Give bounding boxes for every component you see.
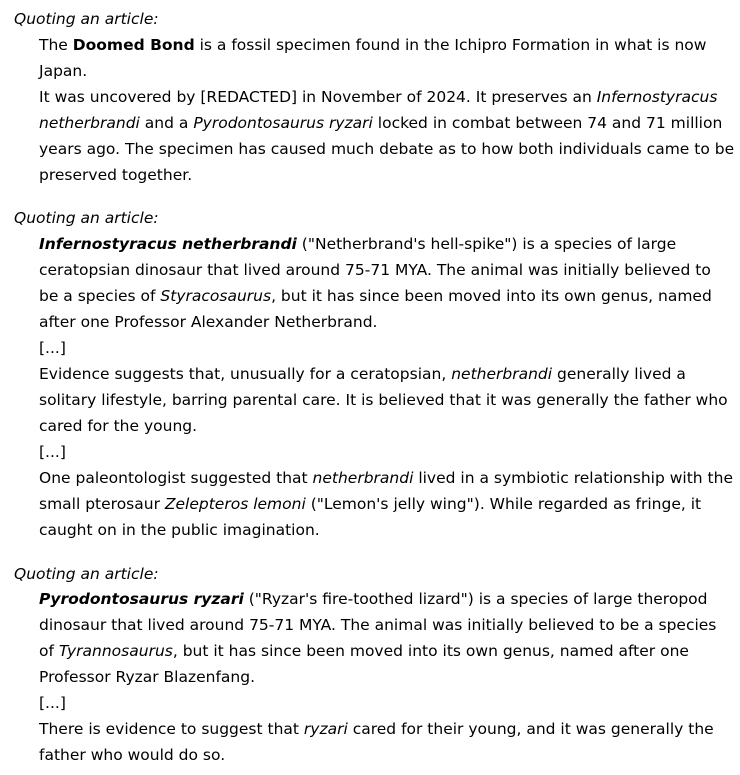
article-line	[39, 165, 192, 185]
italic-term: netherbrandi	[312, 469, 414, 487]
article-line	[39, 589, 707, 609]
text-run: cared for the young.	[39, 417, 198, 435]
text-run: ("Ryzar's fire-toothed lizard") is a species of large theropod	[243, 590, 708, 608]
article-line	[39, 494, 701, 514]
text-run: caught on in the public imagination.	[39, 521, 320, 539]
article-line	[39, 338, 66, 358]
article-line	[39, 641, 689, 661]
text-run: after one Professor Alexander Netherbrand.	[39, 313, 378, 331]
text-run: lived in a symbiotic relationship with the	[413, 469, 733, 487]
text-run: locked in combat between 74 and 71 million	[372, 114, 723, 132]
text-run: [...]	[39, 694, 66, 712]
article-line	[39, 442, 66, 462]
bold-term: Pyrodontosaurus ryzari	[39, 590, 244, 608]
italic-term: Infernostyracus	[596, 88, 718, 106]
text-run: small pterosaur	[39, 495, 165, 513]
text-run: generally lived a	[552, 365, 686, 383]
text-run: [...]	[39, 443, 66, 461]
text-run: is a fossil specimen found in the Ichipro Formation in what is now	[194, 36, 707, 54]
text-run: dinosaur that lived around 75-71 MYA. The animal was initially believed to be a species	[39, 616, 717, 634]
text-run: ("Lemon's jelly wing"). While regarded as fringe, it	[305, 495, 702, 513]
text-run: ceratopsian dinosaur that lived around 75-71 MYA. The animal was initially believed to	[39, 261, 711, 279]
article-line	[39, 87, 717, 107]
article-line	[39, 286, 712, 306]
text-run: , but it has since been moved into its own genus, named	[271, 287, 712, 305]
article-line	[39, 61, 87, 81]
italic-term: netherbrandi	[451, 365, 553, 383]
text-run: and a	[139, 114, 194, 132]
quote-header: Quoting an article:	[14, 10, 159, 28]
text-run: be a species of	[39, 287, 161, 305]
italic-term: ryzari	[303, 720, 348, 738]
text-run: It was uncovered by [REDACTED] in November of 2024. It preserves an	[39, 88, 597, 106]
italic-term: Zelepteros lemoni	[164, 495, 306, 513]
article-line	[39, 260, 711, 280]
article-line	[39, 745, 225, 765]
article-line	[39, 615, 716, 635]
article-line	[39, 693, 66, 713]
text-run: father who would do so.	[39, 746, 226, 764]
article-line	[39, 312, 377, 332]
text-run: of	[39, 642, 59, 660]
article-line	[39, 520, 320, 540]
article-line	[39, 139, 734, 159]
article-line	[39, 719, 714, 739]
article-line	[39, 35, 706, 55]
text-run: There is evidence to suggest that	[39, 720, 304, 738]
article-line	[39, 468, 733, 488]
article-line	[39, 234, 676, 254]
italic-term: netherbrandi	[39, 114, 140, 132]
text-run: cared for their young, and it was generally the	[347, 720, 714, 738]
text-run: preserved together.	[39, 166, 193, 184]
quote-header: Quoting an article:	[14, 209, 159, 227]
bold-term: Doomed Bond	[72, 36, 195, 54]
italic-term: Tyrannosaurus	[58, 642, 173, 660]
text-run: years ago. The specimen has caused much debate as to how both individuals came to be	[39, 140, 735, 158]
text-run: One paleontologist suggested that	[39, 469, 313, 487]
article-line	[39, 390, 728, 410]
quote-header: Quoting an article:	[14, 565, 159, 583]
text-run: Evidence suggests that, unusually for a ceratopsian,	[39, 365, 452, 383]
bold-term: Infernostyracus netherbrandi	[39, 235, 297, 253]
article-line	[39, 364, 686, 384]
text-run: Japan.	[39, 62, 88, 80]
text-run: [...]	[39, 339, 66, 357]
text-run: , but it has since been moved into its own genus, named after one	[172, 642, 689, 660]
italic-term: Styracosaurus	[160, 287, 272, 305]
article-line	[39, 416, 197, 436]
text-run: solitary lifestyle, barring parental care. It is believed that it was generally the father who	[39, 391, 728, 409]
italic-term: Pyrodontosaurus ryzari	[193, 114, 373, 132]
text-run: The	[39, 36, 73, 54]
text-run: ("Netherbrand's hell-spike") is a species of large	[296, 235, 677, 253]
article-line	[39, 113, 722, 133]
article-line	[39, 667, 255, 687]
text-run: Professor Ryzar Blazenfang.	[39, 668, 256, 686]
